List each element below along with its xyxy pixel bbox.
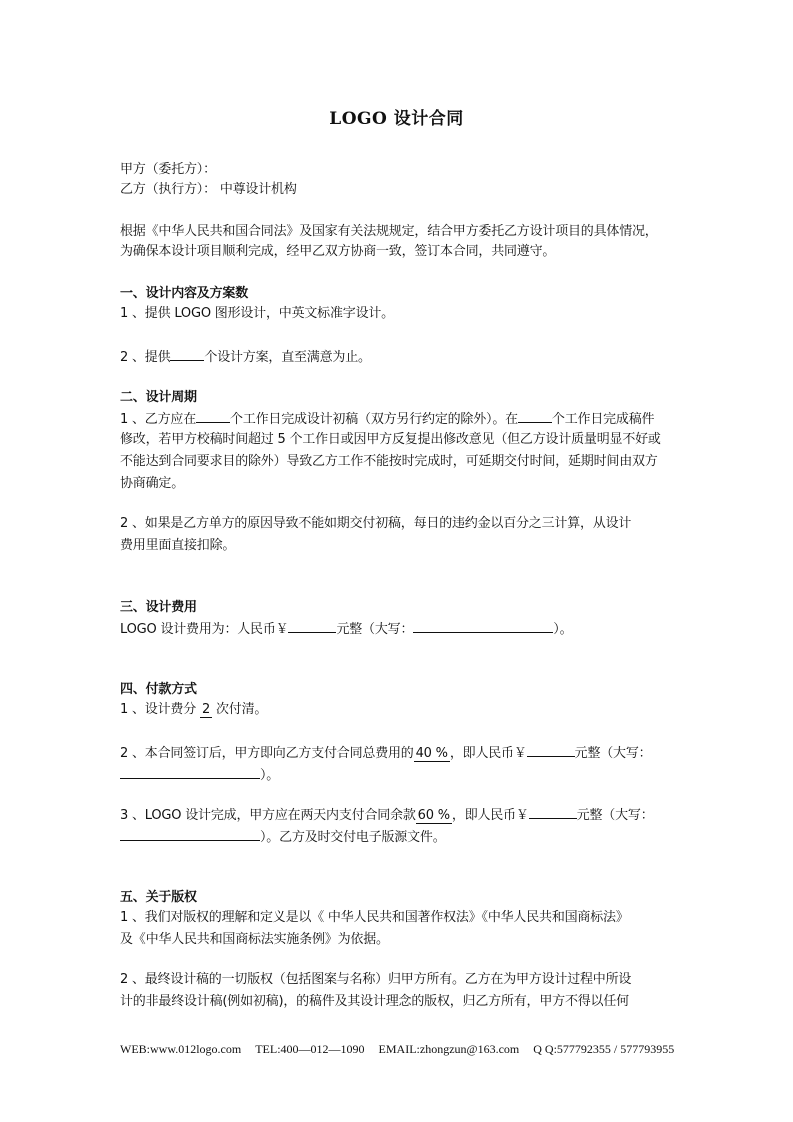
blank-field bbox=[413, 618, 553, 633]
section-2-item-1-line-4: 协商确定。 bbox=[120, 476, 185, 491]
section-3-heading: 三、设计费用 bbox=[120, 600, 197, 615]
installments-value: 2 bbox=[201, 702, 211, 717]
section-5-item-1-line-2: 及《中华人民共和国商标法实施条例》为依据。 bbox=[120, 932, 389, 947]
section-4-item-3-line-2 bbox=[120, 826, 446, 848]
item-text: ）。 bbox=[553, 622, 573, 637]
footer-web: WEB:www.012logo.com bbox=[120, 1042, 242, 1056]
item-text: 个工作日完成稿件 bbox=[551, 412, 655, 427]
final-payment-percent: 60 % bbox=[417, 808, 450, 823]
section-5-item-1-line-1: 1 、我们对版权的理解和定义是以《 中华人民共和国著作权法》《中华人民共和国商标法》 bbox=[120, 910, 629, 925]
section-4-item-3-line-1 bbox=[120, 804, 654, 826]
document-title: LOGO 设计合同 bbox=[329, 109, 464, 129]
section-2-item-2-line-2: 费用里面直接扣除。 bbox=[120, 538, 236, 553]
section-4-heading: 四、付款方式 bbox=[120, 682, 197, 697]
blank-field bbox=[527, 742, 575, 757]
item-text: 个设计方案，直至满意为止。 bbox=[204, 350, 371, 365]
item-text: 2 、提供 bbox=[120, 350, 171, 365]
blank-field bbox=[196, 408, 230, 423]
item-text: 次付清。 bbox=[215, 702, 268, 717]
section-1-heading: 一、设计内容及方案数 bbox=[120, 286, 249, 301]
section-4-item-2-line-2 bbox=[120, 764, 279, 786]
intro-line-1: 根据《中华人民共和国合同法》及国家有关法规规定，结合甲方委托乙方设计项目的具体情况， bbox=[120, 224, 658, 239]
footer-tel: TEL:400—012—1090 bbox=[255, 1042, 365, 1056]
item-text: 元整（大写： bbox=[576, 808, 654, 823]
section-1-item-1: 1 、提供 LOGO 图形设计，中英文标准字设计。 bbox=[120, 306, 394, 321]
party-b-line: 乙方（执行方）： 中尊设计机构 bbox=[120, 182, 297, 197]
section-5-item-2-line-1: 2 、最终设计稿的一切版权（包括图案与名称）归甲方所有。乙方在为甲方设计过程中所设 bbox=[120, 972, 632, 987]
section-5-item-2-line-2: 计的非最终设计稿(例如初稿)，的稿件及其设计理念的版权，归乙方所有，甲方不得以任何 bbox=[120, 994, 629, 1009]
intro-line-2: 为确保本设计项目顺利完成，经甲乙双方协商一致，签订本合同，共同遵守。 bbox=[120, 244, 556, 259]
footer-email: EMAIL:zhongzun@163.com bbox=[378, 1042, 520, 1056]
item-text: ，即人民币￥ bbox=[449, 746, 527, 761]
blank-field bbox=[518, 408, 552, 423]
item-text: 3 、LOGO 设计完成，甲方应在两天内支付合同余款 bbox=[120, 808, 416, 823]
item-text: ）。 bbox=[260, 768, 280, 783]
blank-field bbox=[529, 804, 577, 819]
party-a-line: 甲方（委托方）： bbox=[120, 162, 216, 177]
item-text: 1 、设计费分 bbox=[120, 702, 197, 717]
section-2-item-1-line-2: 修改，若甲方校稿时间超过 5 个工作日或因甲方反复提出修改意见（但乙方设计质量明显不好或 bbox=[120, 432, 661, 447]
item-text: 元整（大写： bbox=[336, 622, 414, 637]
section-1-item-2 bbox=[120, 346, 371, 368]
section-2-item-1-line-3: 不能达到合同要求目的除外）导致乙方工作不能按时完成时，可延期交付时间，延期时间由双方 bbox=[120, 454, 658, 469]
section-4-item-2-line-1 bbox=[120, 742, 651, 764]
page-footer bbox=[120, 1042, 688, 1057]
item-text: ）。乙方及时交付电子版源文件。 bbox=[260, 830, 446, 845]
item-text: 个工作日完成设计初稿（双方另行约定的除外）。在 bbox=[230, 412, 518, 427]
footer-qq: Q Q:577792355 / 577793955 bbox=[533, 1042, 675, 1056]
item-text: 1 、乙方应在 bbox=[120, 412, 197, 427]
item-text: ，即人民币￥ bbox=[451, 808, 529, 823]
blank-field bbox=[120, 826, 260, 841]
section-2-heading: 二、设计周期 bbox=[120, 390, 197, 405]
section-5-heading: 五、关于版权 bbox=[120, 890, 197, 905]
item-text: 元整（大写： bbox=[574, 746, 652, 761]
blank-field bbox=[170, 346, 204, 361]
section-2-item-2-line-1: 2 、如果是乙方单方的原因导致不能如期交付初稿，每日的违约金以百分之三计算，从设计 bbox=[120, 516, 632, 531]
blank-field bbox=[288, 618, 336, 633]
section-4-item-1 bbox=[120, 700, 267, 720]
item-text: 2 、本合同签订后，甲方即向乙方支付合同总费用的 bbox=[120, 746, 414, 761]
item-text: LOGO 设计费用为：人民币￥ bbox=[120, 622, 289, 637]
blank-field bbox=[120, 764, 260, 779]
section-2-item-1-line-1 bbox=[120, 408, 654, 430]
section-3-fee-line bbox=[120, 618, 572, 640]
first-payment-percent: 40 % bbox=[415, 746, 448, 761]
